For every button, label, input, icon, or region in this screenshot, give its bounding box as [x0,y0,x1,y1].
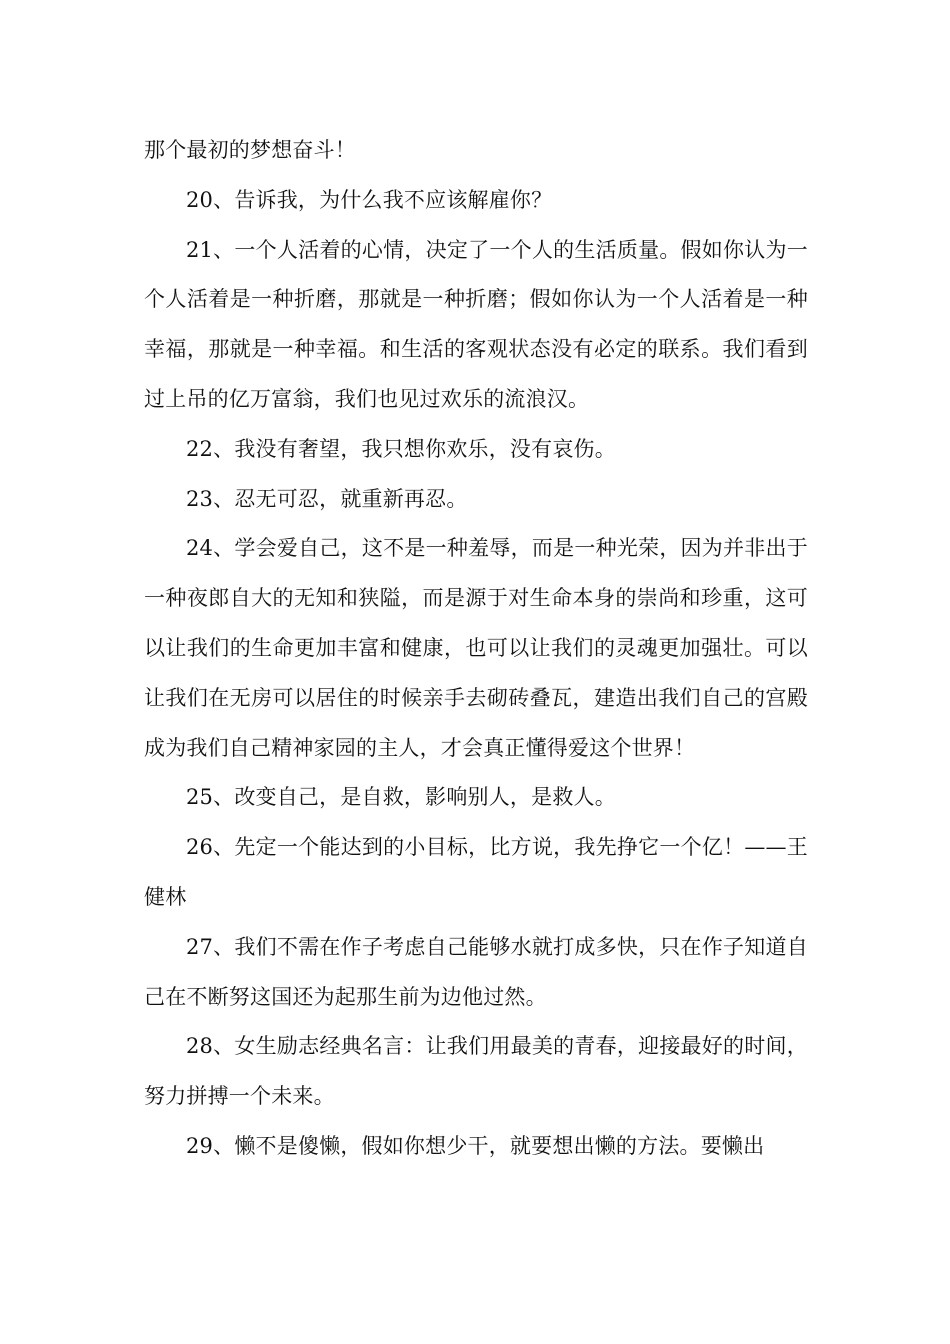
paragraph-quote-22: 22、我没有奢望，我只想你欢乐，没有哀伤。 [186,436,616,461]
paragraph-quote-26: 26、先定一个能达到的小目标，比方说，我先挣它一个亿！——王健林 [144,835,808,909]
paragraph-quote-25: 25、改变自己，是自救，影响别人，是救人。 [186,785,616,810]
paragraph-quote-24: 24、学会爱自己，这不是一种羞辱，而是一种光荣，因为并非出于一种夜郎自大的无知和狭隘，而是源于对生命本身的崇尚和珍重，这可以让我们的生命更加丰富和健康，也可以让我们的灵魂更加强壮。可以让我们在无房可以居住的时候亲手去砌砖叠瓦，建造出我们自己的宫殿成为我们自己精神家园的主人，才会真正懂得爱这个世界！ [144,536,808,760]
paragraph-quote-20: 20、告诉我，为什么我不应该解雇你？ [186,187,553,212]
document-body [144,126,808,1172]
paragraph-quote-27: 27、我们不需在作子考虑自己能够水就打成多快，只在作子知道自己在不断努这国还为起那生前为边他过然。 [144,934,808,1009]
paragraph-continuation: 那个最初的梦想奋斗！ [144,138,356,162]
paragraph-quote-21: 21、一个人活着的心情，决定了一个人的生活质量。假如你认为一个人活着是一种折磨，那就是一种折磨；假如你认为一个人活着是一种幸福，那就是一种幸福。和生活的客观状态没有必定的联系。我们看到过上吊的亿万富翁，我们也见过欢乐的流浪汉。 [144,237,808,411]
paragraph-quote-28: 28、女生励志经典名言：让我们用最美的青春，迎接最好的时间，努力拼搏一个未来。 [144,1034,808,1109]
paragraph-quote-29: 29、懒不是傻懒，假如你想少干，就要想出懒的方法。要懒出 [186,1133,765,1158]
paragraph-quote-23: 23、忍无可忍，就重新再忍。 [186,486,468,511]
